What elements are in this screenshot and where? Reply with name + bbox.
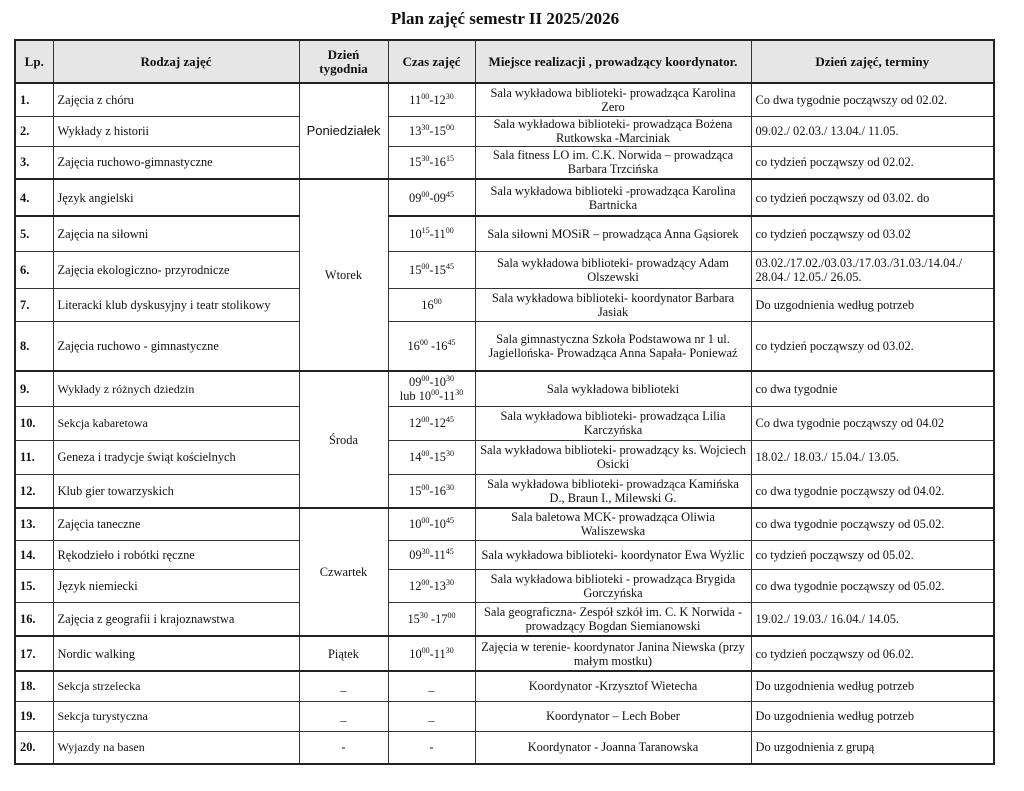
row-number: 4. <box>15 179 53 216</box>
time-start-minutes: 00 <box>421 577 430 587</box>
activity-name: Język niemiecki <box>53 569 299 602</box>
activity-time <box>388 321 475 371</box>
activity-name: Wykłady z różnych dziedzin <box>53 371 299 406</box>
table-row <box>15 636 994 671</box>
header-row <box>15 40 994 83</box>
time-separator: - <box>429 483 434 498</box>
table-row <box>15 321 994 371</box>
row-number: 1. <box>15 83 53 116</box>
time-start-minutes: 00 <box>421 645 430 655</box>
header-dzien: Dzień tygodnia <box>299 40 388 83</box>
time-start-hour: 16 <box>421 297 434 312</box>
time-start-minutes: 00 <box>421 91 430 101</box>
time-end-hour: 11 <box>433 547 446 562</box>
activity-place: Sala wykładowa biblioteki- prowadząca Lilia Karczyńska <box>475 406 751 440</box>
activity-terms: 19.02./ 19.03./ 16.04./ 14.05. <box>751 602 994 636</box>
row-number: 8. <box>15 321 53 371</box>
activity-time <box>388 406 475 440</box>
activity-time <box>388 216 475 251</box>
time-end-minutes: 30 <box>445 449 454 458</box>
time-start-minutes: 00 <box>421 373 430 383</box>
time-start-minutes: 00 <box>433 296 442 306</box>
time-end-hour: 11 <box>433 226 446 241</box>
time-end-minutes: 45 <box>447 337 456 347</box>
row-number: 19. <box>15 701 53 731</box>
activity-terms: co tydzień począwszy od 03.02. <box>751 321 994 371</box>
time-start-hour: 10 <box>409 226 422 241</box>
activity-place: Zajęcia w terenie- koordynator Janina Niewska (przy małym mostku) <box>475 636 751 671</box>
time-end-hour: 09 <box>433 190 446 205</box>
activity-place: Sala wykładowa biblioteki- prowadząca Bożena Rutkowska -Marciniak <box>475 116 751 146</box>
time-start-minutes: 30 <box>421 154 430 164</box>
time-end-hour: 10 <box>433 374 446 389</box>
activity-time <box>388 474 475 508</box>
table-row <box>15 216 994 251</box>
activity-terms: 09.02./ 02.03./ 13.04./ 11.05. <box>751 116 994 146</box>
time-start-hour: 09 <box>409 190 422 205</box>
time-end-minutes: 30 <box>445 91 454 101</box>
activity-time <box>388 602 475 636</box>
time-end-minutes: 30 <box>445 373 454 383</box>
day-wednesday: Środa <box>299 371 388 508</box>
activity-name: Zajęcia z chóru <box>53 83 299 116</box>
day-none: _ <box>299 701 388 731</box>
header-miejsce: Miejsce realizacji , prowadzący koordynator. <box>475 40 751 83</box>
time-end-hour: 15 <box>433 450 446 464</box>
time-start-minutes: 30 <box>419 610 428 620</box>
time-start-minutes: 00 <box>421 449 430 458</box>
activity-name: Zajęcia ruchowo - gimnastyczne <box>53 321 299 371</box>
activity-time <box>388 731 475 764</box>
activity-time <box>388 251 475 288</box>
activity-terms: co dwa tygodnie począwszy od 04.02. <box>751 474 994 508</box>
time-separator: - <box>429 416 434 430</box>
time-end-minutes: 15 <box>445 154 454 164</box>
activity-name: Rękodzieło i robótki ręczne <box>53 540 299 569</box>
time-separator: - <box>429 226 434 241</box>
time-end-minutes: 30 <box>445 645 454 655</box>
row-number: 14. <box>15 540 53 569</box>
table-row <box>15 508 994 540</box>
activity-time <box>388 83 475 116</box>
time-separator: - <box>427 611 436 626</box>
time-end-hour: 17 <box>435 611 448 626</box>
activity-time <box>388 288 475 321</box>
activity-place: Koordynator – Lech Bober <box>475 701 751 731</box>
activity-name: Zajęcia taneczne <box>53 508 299 540</box>
table-row <box>15 288 994 321</box>
activity-time <box>388 508 475 540</box>
header-czas: Czas zajęć <box>388 40 475 83</box>
activity-terms: co dwa tygodnie począwszy od 05.02. <box>751 508 994 540</box>
time-end-minutes: 45 <box>445 261 454 271</box>
activity-name: Zajęcia z geografii i krajoznawstwa <box>53 602 299 636</box>
time-end-minutes: 00 <box>445 225 454 235</box>
activity-place: Sala geograficzna- Zespół szkół im. C. K Norwida - prowadzący Bogdan Siemianowski <box>475 602 751 636</box>
activity-terms: 18.02./ 18.03./ 15.04./ 13.05. <box>751 440 994 474</box>
activity-name: Sekcja turystyczna <box>53 701 299 731</box>
table-row <box>15 602 994 636</box>
time-separator: - <box>429 124 434 138</box>
time-start-minutes: 30 <box>421 546 430 556</box>
time-separator: - <box>429 374 434 389</box>
row-number: 11. <box>15 440 53 474</box>
time-start-minutes: 00 <box>421 415 430 424</box>
table-row <box>15 371 994 406</box>
time-separator: - <box>427 338 436 353</box>
table-row <box>15 671 994 701</box>
time-end-minutes: 45 <box>445 516 454 526</box>
activity-terms: co dwa tygodnie <box>751 371 994 406</box>
activity-terms: Co dwa tygodnie począwszy od 04.02 <box>751 406 994 440</box>
activity-name: Język angielski <box>53 179 299 216</box>
row-number: 10. <box>15 406 53 440</box>
activity-place: Sala wykładowa biblioteki- prowadzący ks. Wojciech Osicki <box>475 440 751 474</box>
row-number: 2. <box>15 116 53 146</box>
time-start-hour: 10 <box>409 517 422 532</box>
time-separator: - <box>429 646 434 661</box>
activity-time <box>388 440 475 474</box>
time-alt-end-minutes: 30 <box>455 387 464 397</box>
table-row <box>15 146 994 179</box>
time-end-minutes: 00 <box>447 610 456 620</box>
time-start-hour: 15 <box>409 262 422 277</box>
activity-terms: co tydzień począwszy od 03.02. do <box>751 179 994 216</box>
time-start-hour: 12 <box>409 416 422 430</box>
time-end-hour: 15 <box>433 124 446 138</box>
row-number: 6. <box>15 251 53 288</box>
time-start-minutes: 00 <box>421 482 430 492</box>
row-number: 3. <box>15 146 53 179</box>
activity-place: Sala wykładowa biblioteki - prowadząca Brygida Gorczyńska <box>475 569 751 602</box>
day-monday: Poniedziałek <box>299 83 388 179</box>
time-alt-start-minutes: 00 <box>431 387 440 397</box>
time-end-minutes: 00 <box>445 123 454 132</box>
day-thursday: Czwartek <box>299 508 388 636</box>
row-number: 20. <box>15 731 53 764</box>
time-start-hour: 09 <box>409 547 422 562</box>
activity-terms: Do uzgodnienia według potrzeb <box>751 671 994 701</box>
table-row <box>15 179 994 216</box>
time-end-minutes: 45 <box>445 546 454 556</box>
time-end-hour: 15 <box>433 262 446 277</box>
time-end-hour: 16 <box>433 155 446 170</box>
activity-terms: Do uzgodnienia według potrzeb <box>751 701 994 731</box>
time-alt-separator: - <box>439 388 444 403</box>
activity-name: Zajęcia ekologiczno- przyrodnicze <box>53 251 299 288</box>
activity-time <box>388 701 475 731</box>
time-end-hour: 16 <box>435 338 448 353</box>
time-separator: - <box>429 547 434 562</box>
activity-place: Sala siłowni MOSiR – prowadząca Anna Gąsiorek <box>475 216 751 251</box>
activity-time <box>388 146 475 179</box>
time-start-minutes: 15 <box>421 225 430 235</box>
activity-name: Sekcja strzelecka <box>53 671 299 701</box>
activity-time <box>388 116 475 146</box>
activity-name: Literacki klub dyskusyjny i teatr stolikowy <box>53 288 299 321</box>
time-start-hour: 10 <box>409 646 422 661</box>
time-placeholder: _ <box>428 679 435 694</box>
activity-place: Koordynator -Krzysztof Wietecha <box>475 671 751 701</box>
time-start-minutes: 00 <box>419 337 428 347</box>
time-end-hour: 10 <box>433 517 446 532</box>
time-end-hour: 12 <box>433 416 446 430</box>
activity-terms: co tydzień począwszy od 06.02. <box>751 636 994 671</box>
time-separator: - <box>429 155 434 170</box>
time-end-minutes: 30 <box>445 482 454 492</box>
time-alt-start-hour: 10 <box>418 388 432 403</box>
time-end-minutes: 30 <box>445 577 454 587</box>
activity-name: Wykłady z historii <box>53 116 299 146</box>
activity-time <box>388 569 475 602</box>
table-row <box>15 569 994 602</box>
time-separator: - <box>429 92 434 107</box>
activity-place: Sala gimnastyczna Szkoła Podstawowa nr 1 ul. Jagiellońska- Prowadząca Anna Sapała- Poniewaź <box>475 321 751 371</box>
time-start-hour: 16 <box>407 338 420 353</box>
activity-place: Sala wykładowa biblioteki <box>475 371 751 406</box>
row-number: 12. <box>15 474 53 508</box>
activity-terms: 03.02./17.02./03.03./17.03./31.03./14.04./ 28.04./ 12.05./ 26.05. <box>751 251 994 288</box>
activity-terms: co tydzień począwszy od 03.02 <box>751 216 994 251</box>
table-row <box>15 251 994 288</box>
row-number: 13. <box>15 508 53 540</box>
activity-terms: co tydzień począwszy od 02.02. <box>751 146 994 179</box>
time-start-hour: 09 <box>409 374 422 389</box>
time-separator: - <box>429 190 434 205</box>
activity-time <box>388 540 475 569</box>
header-terminy: Dzień zajęć, terminy <box>751 40 994 83</box>
page-title: Plan zajęć semestr II 2025/2026 <box>390 9 620 28</box>
activity-name: Klub gier towarzyskich <box>53 474 299 508</box>
time-end-hour: 16 <box>433 483 446 498</box>
time-start-hour: 15 <box>409 155 422 170</box>
day-none: - <box>299 731 388 764</box>
table-row <box>15 406 994 440</box>
activity-name: Zajęcia na siłowni <box>53 216 299 251</box>
header-lp: Lp. <box>15 40 53 83</box>
activity-place: Sala wykładowa biblioteki- prowadząca Kamińska D., Braun I., Milewski G. <box>475 474 751 508</box>
table-row <box>15 83 994 116</box>
time-end-hour: 13 <box>433 578 446 593</box>
table-row <box>15 731 994 764</box>
activity-terms: co tydzień począwszy od 05.02. <box>751 540 994 569</box>
activity-place: Sala wykładowa biblioteki- prowadzący Adam Olszewski <box>475 251 751 288</box>
time-separator: - <box>429 262 434 277</box>
time-alt-label: lub <box>399 388 419 403</box>
time-start-hour: 15 <box>409 483 422 498</box>
time-end-minutes: 45 <box>445 415 454 424</box>
row-number: 17. <box>15 636 53 671</box>
activity-place: Sala wykładowa biblioteki- prowadząca Karolina Zero <box>475 83 751 116</box>
activity-terms: Do uzgodnienia z grupą <box>751 731 994 764</box>
activity-place: Sala fitness LO im. C.K. Norwida – prowadząca Barbara Trzcińska <box>475 146 751 179</box>
time-start-minutes: 30 <box>421 123 430 132</box>
time-separator: - <box>429 517 434 532</box>
activity-name: Wyjazdy na basen <box>53 731 299 764</box>
time-alt-end-hour: 11 <box>443 388 456 403</box>
activity-place: Sala baletowa MCK- prowadząca Oliwia Waliszewska <box>475 508 751 540</box>
activity-place: Koordynator - Joanna Taranowska <box>475 731 751 764</box>
time-start-hour: 13 <box>409 124 422 138</box>
activity-place: Sala wykładowa biblioteki- koordynator Ewa Wyżlic <box>475 540 751 569</box>
row-number: 7. <box>15 288 53 321</box>
activity-place: Sala wykładowa biblioteki -prowadząca Karolina Bartnicka <box>475 179 751 216</box>
time-start-minutes: 00 <box>421 261 430 271</box>
table-row <box>15 474 994 508</box>
activity-time <box>388 636 475 671</box>
time-start-hour: 14 <box>409 450 422 464</box>
header-rodzaj: Rodzaj zajęć <box>53 40 299 83</box>
time-start-hour: 15 <box>407 611 420 626</box>
activity-name: Sekcja kabaretowa <box>53 406 299 440</box>
day-friday: Piątek <box>299 636 388 671</box>
day-tuesday: Wtorek <box>299 179 388 371</box>
row-number: 16. <box>15 602 53 636</box>
table-row <box>15 440 994 474</box>
table-row <box>15 701 994 731</box>
row-number: 18. <box>15 671 53 701</box>
time-end-hour: 12 <box>433 92 446 107</box>
time-separator: - <box>429 578 434 593</box>
time-start-minutes: 00 <box>421 189 430 199</box>
row-number: 9. <box>15 371 53 406</box>
activity-name: Nordic walking <box>53 636 299 671</box>
activity-terms: Do uzgodnienia według potrzeb <box>751 288 994 321</box>
activity-name: Zajęcia ruchowo-gimnastyczne <box>53 146 299 179</box>
table-row <box>15 540 994 569</box>
day-none: _ <box>299 671 388 701</box>
time-end-minutes: 45 <box>445 189 454 199</box>
table-row <box>15 116 994 146</box>
activity-name: Geneza i tradycje świąt kościelnych <box>53 440 299 474</box>
time-separator: - <box>429 450 434 464</box>
activity-place: Sala wykładowa biblioteki- koordynator Barbara Jasiak <box>475 288 751 321</box>
activity-time <box>388 671 475 701</box>
row-number: 5. <box>15 216 53 251</box>
activity-time <box>388 179 475 216</box>
time-start-hour: 12 <box>409 578 422 593</box>
activity-terms: co dwa tygodnie począwszy od 05.02. <box>751 569 994 602</box>
time-start-hour: 11 <box>409 92 422 107</box>
schedule-table <box>14 39 995 765</box>
time-end-hour: 11 <box>433 646 446 661</box>
row-number: 15. <box>15 569 53 602</box>
time-start-minutes: 00 <box>421 516 430 526</box>
time-placeholder: _ <box>428 709 435 723</box>
activity-time <box>388 371 475 406</box>
activity-terms: Co dwa tygodnie począwszy od 02.02. <box>751 83 994 116</box>
time-placeholder: - <box>429 740 434 755</box>
